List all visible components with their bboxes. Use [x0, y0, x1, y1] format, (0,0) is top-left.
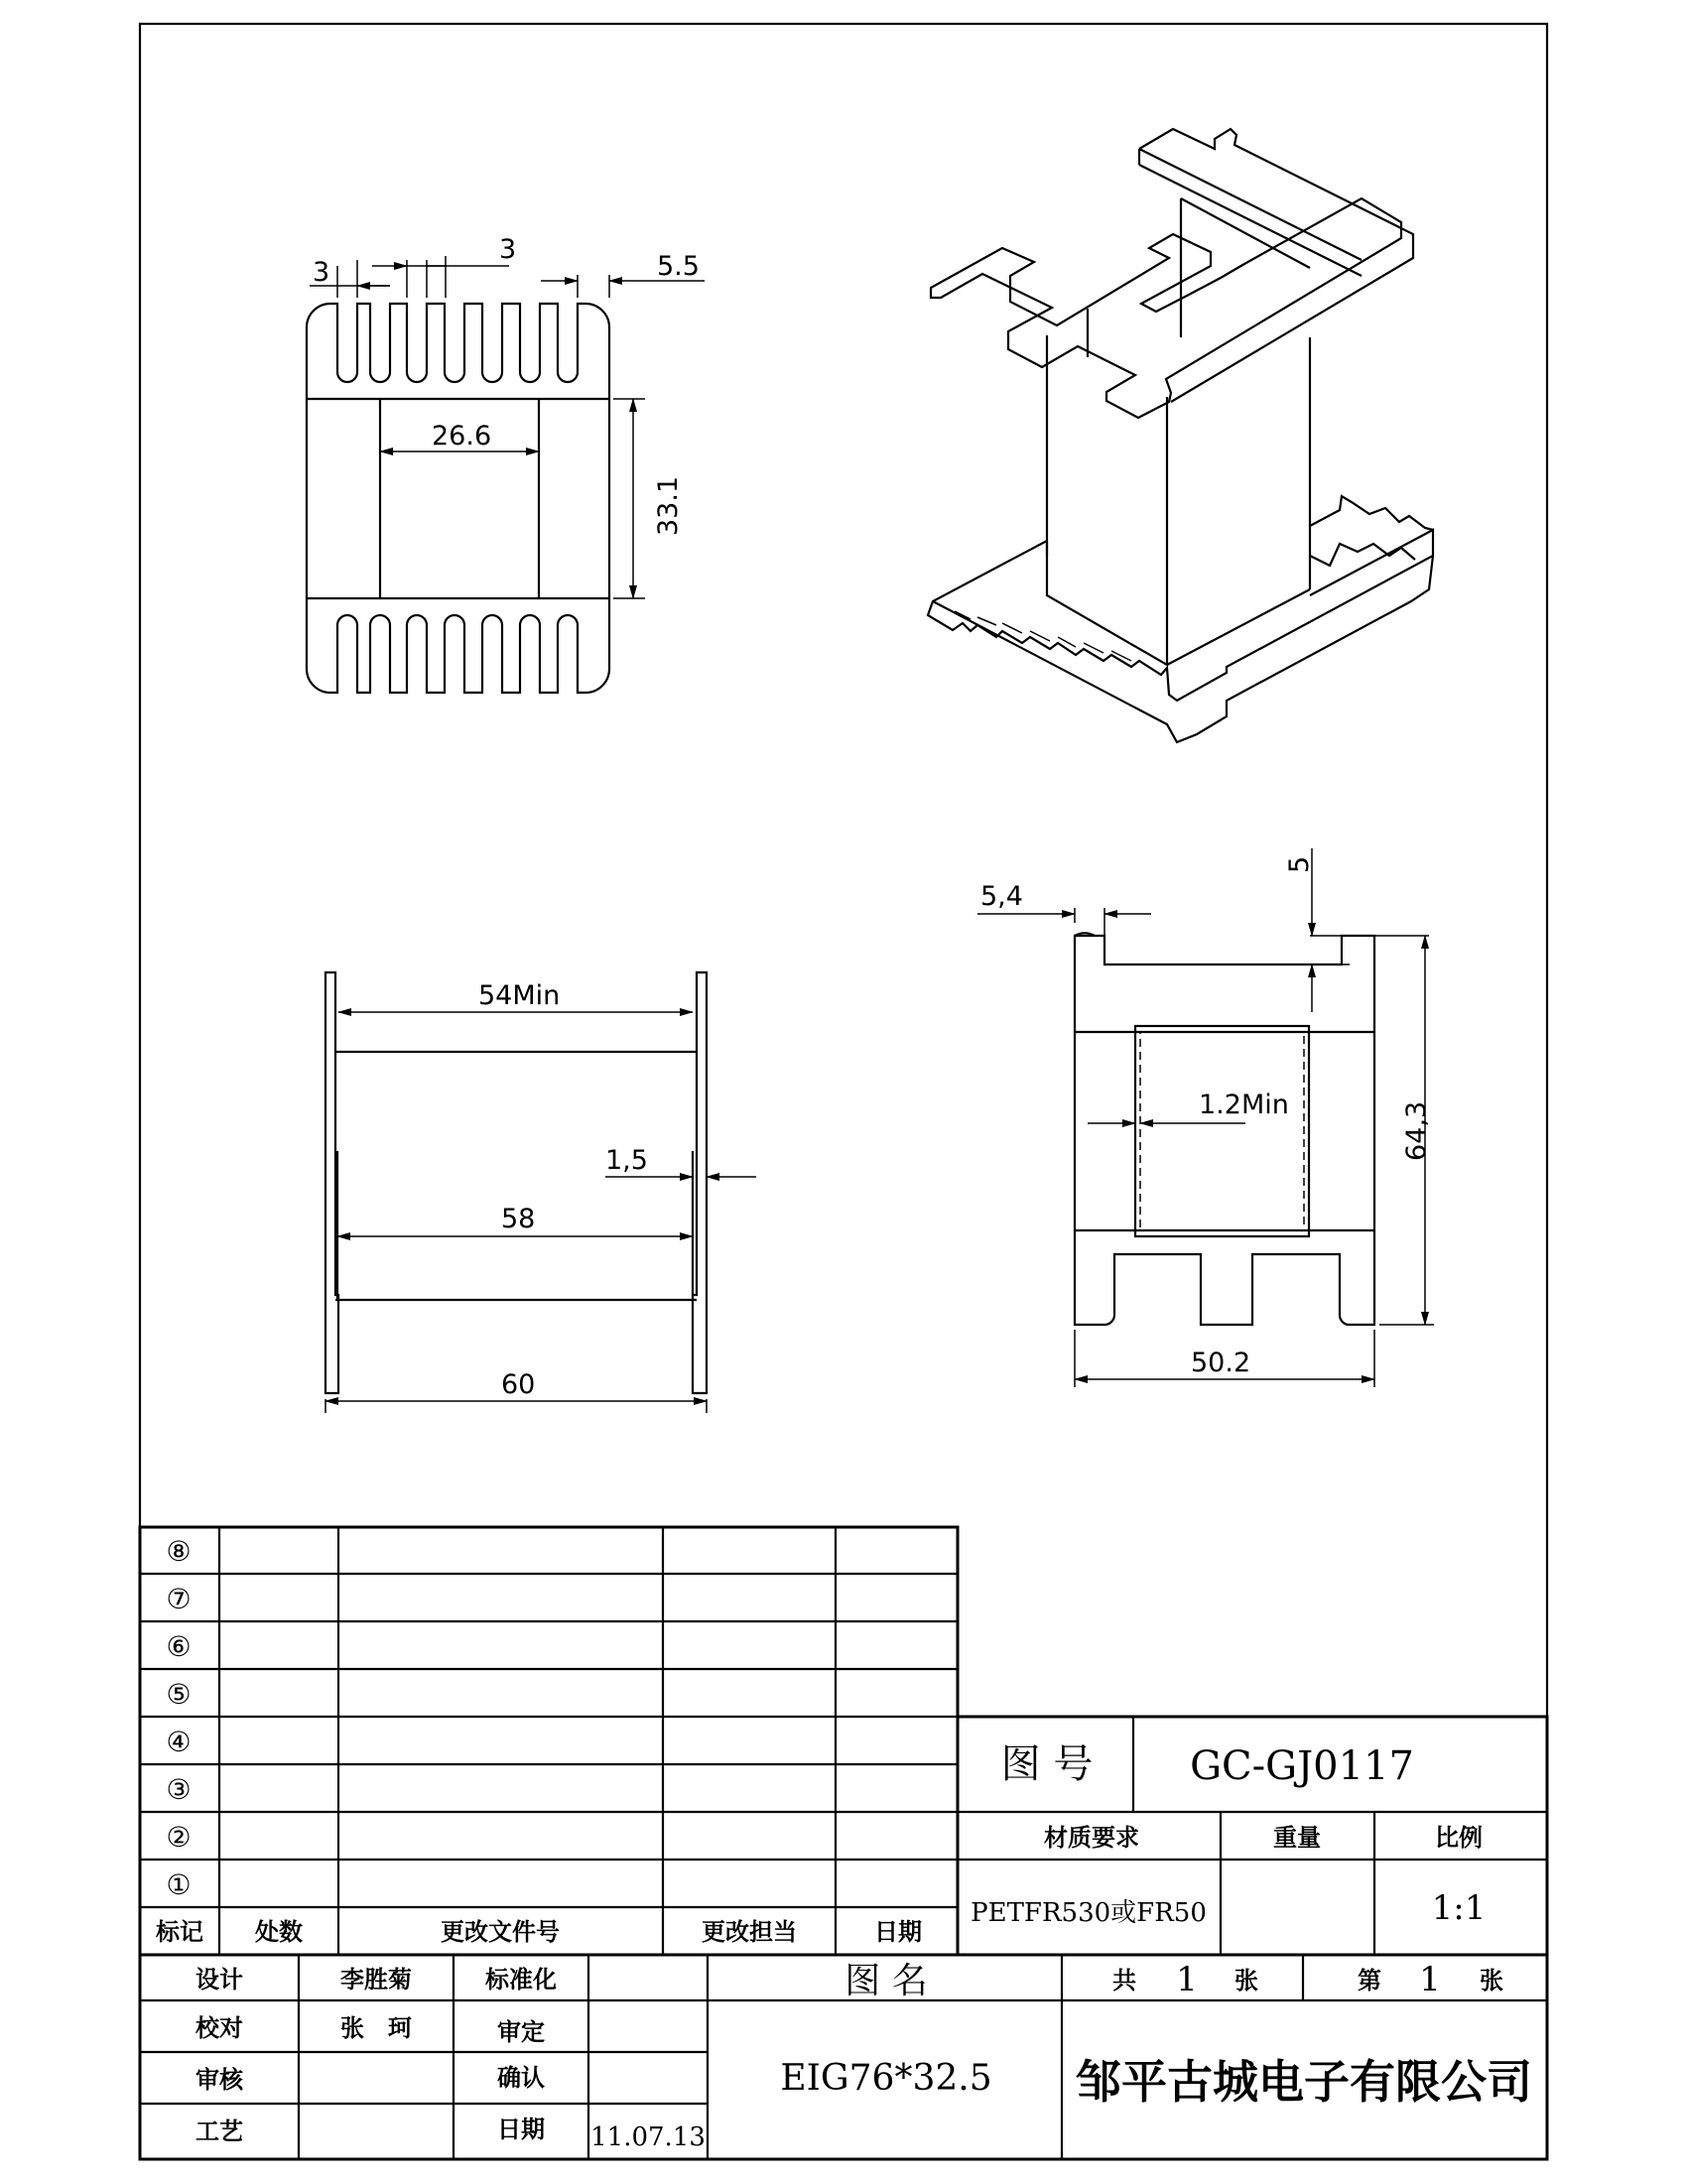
- header-date: 日期: [874, 1918, 922, 1946]
- header-owner: 更改担当: [702, 1918, 797, 1946]
- row-mark-3: ③: [166, 1773, 192, 1806]
- name-label: 图 名: [844, 1961, 928, 2001]
- dim-inner-width: 26.6: [432, 421, 492, 451]
- process-label: 工艺: [195, 2118, 243, 2145]
- total-value: 1: [1176, 1960, 1198, 1999]
- dim-core-length: 58: [501, 1204, 536, 1234]
- row-mark-5: ⑤: [166, 1678, 192, 1711]
- header-doc-no: 更改文件号: [441, 1918, 560, 1946]
- drawing-no-label: 图 号: [1000, 1741, 1094, 1787]
- revision-row-markers: [155, 1535, 922, 1946]
- standard-label: 标准化: [485, 1966, 557, 1993]
- row-mark-2: ②: [166, 1821, 192, 1854]
- dim-flange-thickness: 1,5: [605, 1145, 648, 1176]
- dim-slot-width: 5,4: [980, 881, 1023, 912]
- total-prefix: 共: [1112, 1967, 1136, 1994]
- checker: 张 珂: [340, 2014, 412, 2042]
- design-label: 设计: [195, 1966, 243, 1993]
- designer: 李胜菊: [340, 1966, 412, 1993]
- material-value: PETFR530或FR50: [971, 1898, 1207, 1928]
- dim-window: 54Min: [478, 980, 561, 1011]
- header-mark: 标记: [156, 1918, 203, 1946]
- weight-label: 重量: [1273, 1824, 1321, 1852]
- sheet-unit: 张: [1480, 1967, 1503, 1994]
- dim-slot-gap-left: 3: [313, 257, 330, 288]
- sheet-border: [140, 24, 1547, 2159]
- confirm-label: 确认: [497, 2064, 545, 2092]
- dim-overall: 60: [501, 1369, 536, 1400]
- drawing-no: GC-GJ0117: [1190, 1743, 1414, 1789]
- scale-value: 1:1: [1431, 1888, 1487, 1928]
- company-name: 邹平古城电子有限公司: [1076, 2055, 1532, 2109]
- title-block-text: [195, 1741, 1532, 2152]
- dim-slot-gap-right: 3: [499, 234, 517, 265]
- dim-width: 50.2: [1191, 1348, 1251, 1378]
- front-view: [977, 848, 1434, 1387]
- dim-inner-height: 33.1: [653, 475, 684, 536]
- dim-slot-depth: 5: [1284, 855, 1315, 873]
- row-mark-7: ⑦: [166, 1583, 192, 1615]
- row-mark-6: ⑥: [166, 1630, 192, 1663]
- dim-height: 64,3: [1401, 1100, 1432, 1161]
- row-mark-1: ①: [166, 1868, 192, 1901]
- header-count: 处数: [255, 1918, 303, 1946]
- audit-label: 审核: [195, 2066, 243, 2094]
- scale-label: 比例: [1435, 1824, 1483, 1852]
- check-label: 校对: [195, 2014, 243, 2042]
- total-unit: 张: [1234, 1967, 1258, 1994]
- material-label: 材质要求: [1044, 1824, 1139, 1852]
- isometric-view: [928, 129, 1433, 742]
- date-value: 11.07.13: [590, 2122, 706, 2152]
- dim-edge: 5.5: [657, 251, 700, 282]
- row-mark-4: ④: [166, 1726, 192, 1758]
- sheet-prefix: 第: [1358, 1967, 1381, 1994]
- revision-table: [140, 1527, 958, 1955]
- row-mark-8: ⑧: [166, 1535, 192, 1568]
- dim-wall: 1.2Min: [1199, 1090, 1289, 1120]
- sheet-value: 1: [1419, 1960, 1441, 1999]
- review-label: 审定: [497, 2018, 545, 2046]
- part-name: EIG76*32.5: [780, 2058, 992, 2099]
- side-view: [325, 972, 756, 1413]
- date-label: 日期: [497, 2116, 545, 2143]
- top-view: [307, 234, 705, 693]
